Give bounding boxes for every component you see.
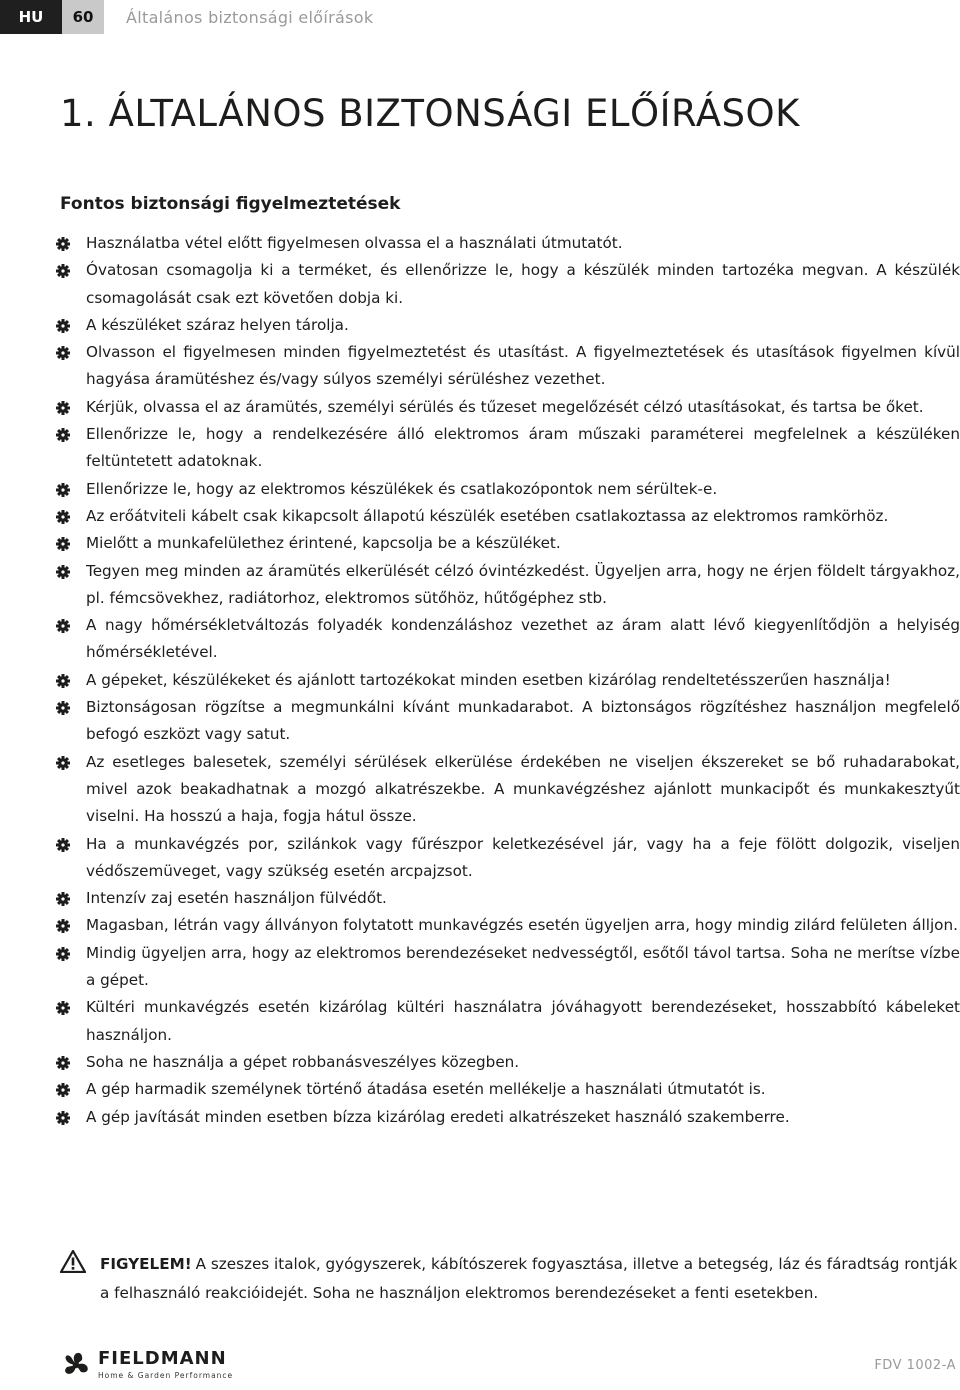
gear-bullet-icon [56,919,70,933]
gear-bullet-icon [56,264,70,278]
brand-name: FIELDMANN [98,1348,227,1369]
list-item [56,749,960,831]
list-item-text: Soha ne használja a gépet robbanásveszélyes közegben. [86,1052,520,1071]
gear-bullet-icon [56,346,70,360]
subheading: Fontos biztonsági figyelmeztetések [60,194,401,214]
safety-list [56,230,960,1131]
list-item [56,1076,960,1103]
gear-bullet-icon [56,510,70,524]
gear-bullet-icon [56,565,70,579]
list-item-text: Magasban, létrán vagy állványon folytatott munkavégzés esetén ügyeljen arra, hogy mindig zilárd felületen álljon. [86,916,958,935]
list-item-text: A gép harmadik személynek történő átadása esetén mellékelje a használati útmutatót is. [86,1080,766,1099]
list-item [56,312,960,339]
gear-bullet-icon [56,483,70,497]
warning-text-block [100,1250,960,1308]
gear-bullet-icon [56,947,70,961]
gear-bullet-icon [56,1056,70,1070]
gear-bullet-icon [56,1001,70,1015]
section-title: 1. ÁLTALÁNOS BIZTONSÁGI ELŐÍRÁSOK [60,92,800,135]
list-item [56,667,960,694]
list-item-text: Olvasson el figyelmesen minden figyelmeztetést és utasítást. A figyelmeztetések és utasítások figyelmen kívül hagyása áramütéshez és/vagy súlyos személyi sérüléshez vezethet. [86,343,960,389]
warning-label: FIGYELEM! [100,1255,192,1273]
list-item-text: A gépeket, készülékeket és ajánlott tartozékokat minden esetben kizárólag rendeltetésszerűen használja! [86,670,891,689]
brand-logo [58,1350,233,1380]
list-item [56,230,960,257]
list-item-text: Az esetleges balesetek, személyi sérülések elkerülése érdekében ne viseljen ékszereket se bő ruhadarabokat, mivel azok beakadhatnak a mozgó alkatrészekbe. A munkavégzéshez ajánlott munkacipőt és munkakesztyűt viselni. Ha hosszú a haja, fogja hátul össze. [86,752,960,826]
list-item-text: Használatba vétel előtt figyelmesen olvassa el a használati útmutatót. [86,234,623,252]
list-item-text: Intenzív zaj esetén használjon fülvédőt. [86,889,387,908]
warning-text: A szeszes italok, gyógyszerek, kábítószerek fogyasztása, illetve a betegség, láz és fáradtság rontják a felhasználó reakcióidejét. Soha ne használjon elektromos berendezéseket a fenti esetekben. [100,1255,958,1302]
model-number: FDV 1002-A [874,1358,956,1373]
list-item-text: Tegyen meg minden az áramütés elkerülését célzó óvintézkedést. Ügyeljen arra, hogy ne érjen földelt tárgyakhoz, pl. fémcsövekhez, radiátorhoz, elektromos sütőhöz, hűtőgéphez stb. [86,561,960,607]
gear-bullet-icon [56,1083,70,1097]
warning-triangle-icon [60,1250,86,1273]
list-item-text: A gép javítását minden esetben bízza kizárólag eredeti alkatrészeket használó szakemberre. [86,1107,790,1126]
list-item-text: Kérjük, olvassa el az áramütés, személyi sérülés és tűzeset megelőzését célzó utasításokat, és tartsa be őket. [86,397,924,416]
list-item [56,503,960,530]
gear-bullet-icon [56,401,70,415]
list-item [56,394,960,421]
list-item [56,994,960,1049]
list-item-text: A nagy hőmérsékletváltozás folyadék kondenzáláshoz vezethet az áram alatt lévő kiegyenlítődjön a helyiség hőmérsékletével. [86,616,960,662]
gear-bullet-icon [56,319,70,333]
language-badge: HU [0,0,62,34]
list-item-text: Ellenőrizze le, hogy a rendelkezésére álló elektromos áram műszaki paraméterei megfelelnek a készüléken feltüntetett adatoknak. [86,425,960,471]
list-item [56,694,960,749]
list-item-text: Az erőátviteli kábelt csak kikapcsolt állapotú készülék esetében csatlakoztassa az elektromos ramkörhöz. [86,506,889,525]
list-item-text: Kültéri munkavégzés esetén kizárólag kültéri használatra jóváhagyott berendezéseket, hosszabbító kábeleket használjon. [86,998,960,1044]
list-item-text: Ha a munkavégzés por, szilánkok vagy fűrészpor keletkezésével jár, vagy ha a feje fölött dolgozik, viseljen védőszemüveget, vagy szükség esetén arcpajzsot. [86,834,960,880]
header-title: Általános biztonsági előírások [126,7,374,27]
list-item-text: Ellenőrizze le, hogy az elektromos készülékek és csatlakozópontok nem sérültek-e. [86,479,718,498]
list-item-text: Biztonságosan rögzítse a megmunkálni kívánt munkadarabot. A biztonságos rögzítéshez használjon megfelelő befogó eszközt vagy satut. [86,698,960,744]
gear-bullet-icon [56,237,70,251]
gear-bullet-icon [56,892,70,906]
fan-logo-icon [58,1350,94,1380]
brand-tagline: Home & Garden Performance [98,1371,234,1380]
list-item [56,558,960,613]
page-number: 60 [62,0,104,34]
list-item-text: Mindig ügyeljen arra, hogy az elektromos berendezéseket nedvességtől, esőtől távol tartsa. Soha ne merítse vízbe a gépet. [86,943,960,990]
logo-text [98,1350,233,1380]
list-item [56,885,960,912]
gear-bullet-icon [56,428,70,442]
gear-bullet-icon [56,619,70,633]
list-item [56,257,960,312]
list-item [56,940,960,995]
list-item [56,421,960,476]
list-item-text: A készüléket száraz helyen tárolja. [86,315,349,334]
gear-bullet-icon [56,1111,70,1125]
gear-bullet-icon [56,838,70,852]
gear-bullet-icon [56,537,70,551]
list-item [56,1049,960,1076]
list-item [56,912,960,939]
list-item [56,530,960,557]
list-item-text: Óvatosan csomagolja ki a terméket, és ellenőrizze le, hogy a készülék minden tartozéka megvan. A készülék csomagolását csak ezt követően dobja ki. [86,261,960,307]
list-item [56,1104,960,1131]
gear-bullet-icon [56,674,70,688]
list-item [56,831,960,886]
list-item [56,339,960,394]
page-header [0,0,420,34]
list-item [56,476,960,503]
list-item-text: Mielőtt a munkafelülethez érintené, kapcsolja be a készüléket. [86,534,561,553]
warning-box [60,1250,960,1308]
gear-bullet-icon [56,701,70,715]
list-item [56,612,960,667]
gear-bullet-icon [56,756,70,770]
